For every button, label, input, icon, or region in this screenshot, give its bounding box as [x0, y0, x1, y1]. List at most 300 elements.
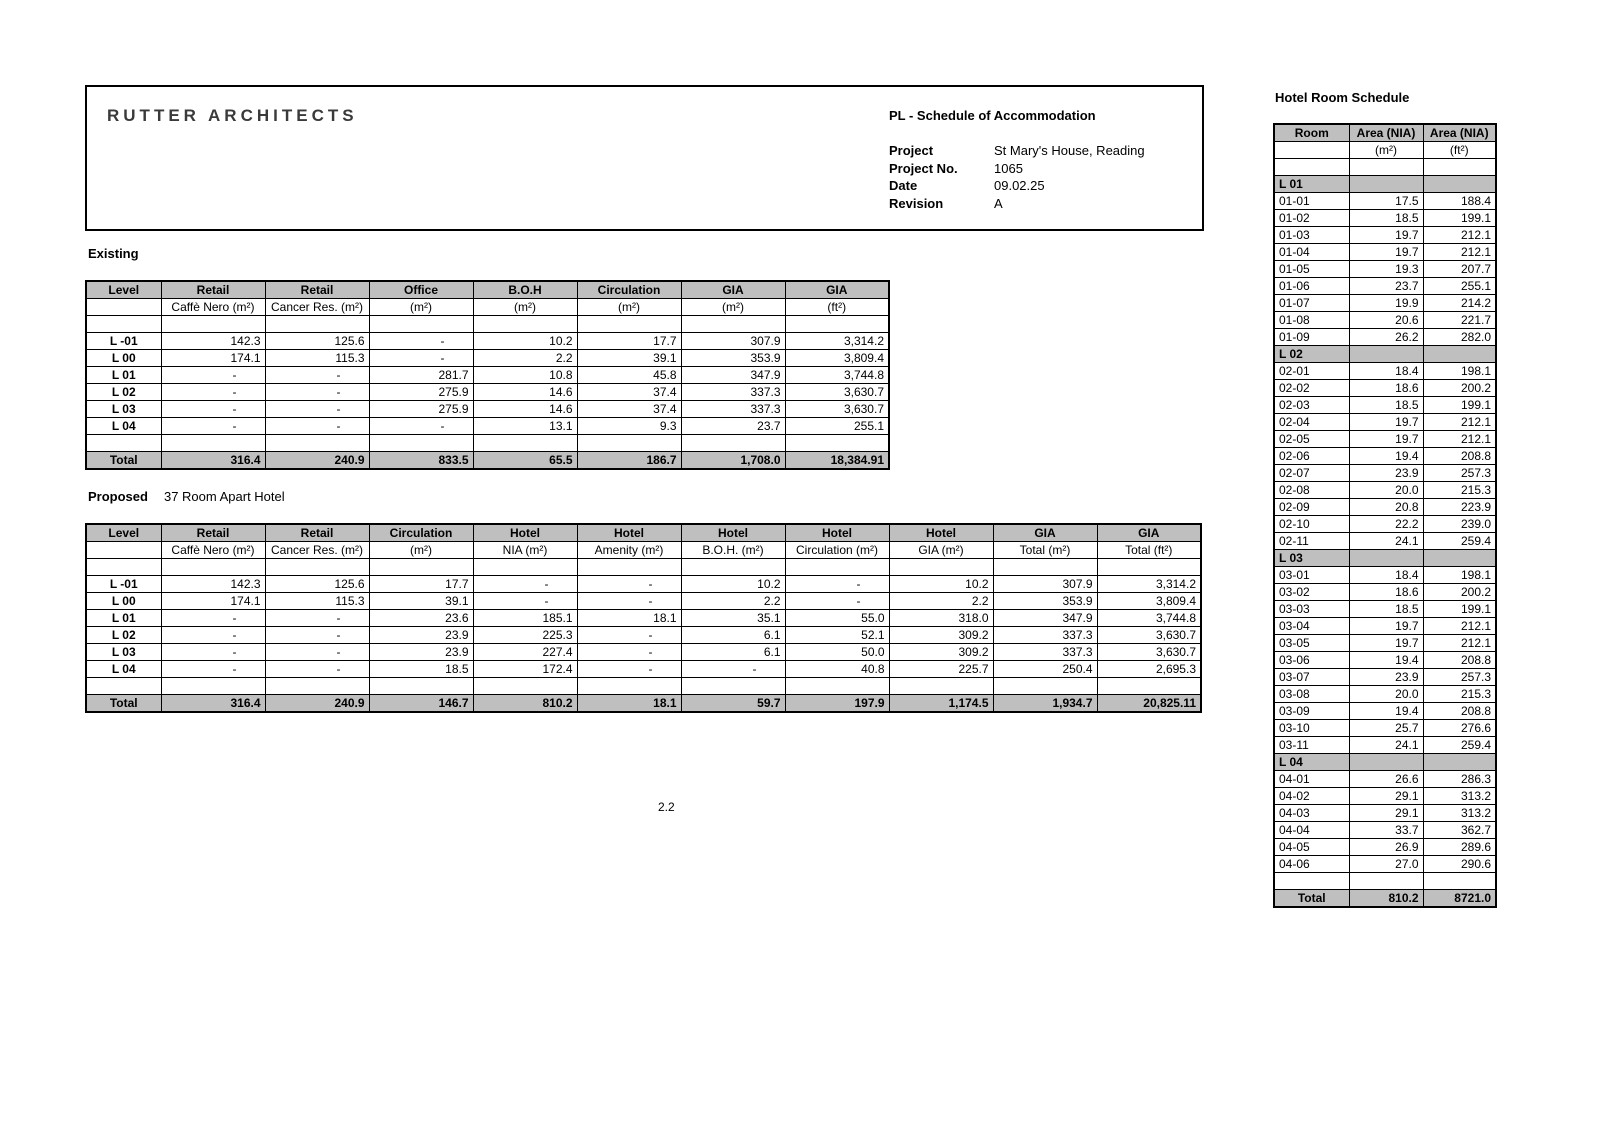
area-ft2-cell: 221.7: [1423, 312, 1496, 329]
cell: [681, 678, 785, 695]
level-cell: L 02: [86, 384, 161, 401]
data-row: [86, 576, 1201, 593]
value-cell: 3,630.7: [785, 384, 889, 401]
cell: [369, 435, 473, 452]
area-m2-cell: 19.7: [1349, 635, 1423, 652]
area-m2-cell: 19.4: [1349, 703, 1423, 720]
value-cell: 6.1: [681, 627, 785, 644]
room-row: [1274, 227, 1496, 244]
cell: [1349, 176, 1423, 193]
area-ft2-cell: 188.4: [1423, 193, 1496, 210]
value-cell: 3,809.4: [785, 350, 889, 367]
subheader-cell: Total (ft²): [1097, 542, 1201, 559]
cell: [86, 316, 161, 333]
total-value-cell: 146.7: [369, 695, 473, 713]
room-row: [1274, 431, 1496, 448]
area-ft2-cell: 290.6: [1423, 856, 1496, 873]
area-ft2-cell: 223.9: [1423, 499, 1496, 516]
area-m2-cell: 29.1: [1349, 805, 1423, 822]
header-cell: Hotel: [577, 524, 681, 542]
room-id-cell: 02-02: [1274, 380, 1349, 397]
room-row: [1274, 669, 1496, 686]
value-cell: 337.3: [681, 401, 785, 418]
room-id-cell: 03-04: [1274, 618, 1349, 635]
value-cell: 281.7: [369, 367, 473, 384]
header-cell: Hotel: [473, 524, 577, 542]
room-id-cell: 03-02: [1274, 584, 1349, 601]
area-ft2-cell: 200.2: [1423, 380, 1496, 397]
room-id-cell: 03-09: [1274, 703, 1349, 720]
area-ft2-cell: 239.0: [1423, 516, 1496, 533]
room-row: [1274, 686, 1496, 703]
value-cell: 3,314.2: [1097, 576, 1201, 593]
value-cell: 3,630.7: [1097, 644, 1201, 661]
header-cell: Hotel: [785, 524, 889, 542]
area-ft2-cell: 362.7: [1423, 822, 1496, 839]
area-m2-cell: 18.4: [1349, 363, 1423, 380]
value-cell: 318.0: [889, 610, 993, 627]
value-cell: 10.8: [473, 367, 577, 384]
subheader-cell: (ft²): [1423, 142, 1496, 159]
value-cell: 14.6: [473, 384, 577, 401]
room-id-cell: 01-05: [1274, 261, 1349, 278]
cell: [161, 316, 265, 333]
header-cell: GIA: [785, 281, 889, 299]
level-cell: L 01: [86, 367, 161, 384]
value-cell: 337.3: [681, 384, 785, 401]
total-value-cell: 1,174.5: [889, 695, 993, 713]
value-cell: 225.3: [473, 627, 577, 644]
room-id-cell: 01-08: [1274, 312, 1349, 329]
value-cell: 39.1: [369, 593, 473, 610]
value-cell: 115.3: [265, 593, 369, 610]
area-m2-cell: 23.9: [1349, 465, 1423, 482]
header-cell: Circulation: [369, 524, 473, 542]
cell: [473, 316, 577, 333]
header-cell: Level: [86, 524, 161, 542]
subheader-cell: Cancer Res. (m²): [265, 299, 369, 316]
value-cell: 17.7: [369, 576, 473, 593]
total-value-cell: 833.5: [369, 452, 473, 470]
area-m2-cell: 26.2: [1349, 329, 1423, 346]
subheader-cell: Total (m²): [993, 542, 1097, 559]
meta-label: Date: [889, 178, 918, 194]
area-ft2-cell: 208.8: [1423, 448, 1496, 465]
area-ft2-cell: 257.3: [1423, 465, 1496, 482]
value-cell: 10.2: [889, 576, 993, 593]
value-cell: 45.8: [577, 367, 681, 384]
room-row: [1274, 839, 1496, 856]
room-id-cell: 04-04: [1274, 822, 1349, 839]
area-m2-cell: 17.5: [1349, 193, 1423, 210]
room-row: [1274, 788, 1496, 805]
area-m2-cell: 19.3: [1349, 261, 1423, 278]
value-cell: 125.6: [265, 333, 369, 350]
value-cell: 37.4: [577, 384, 681, 401]
meta-row: [889, 177, 1145, 195]
total-label-cell: Total: [1274, 890, 1349, 908]
room-id-cell: 01-07: [1274, 295, 1349, 312]
value-cell: 275.9: [369, 401, 473, 418]
area-m2-cell: 19.7: [1349, 227, 1423, 244]
room-id-cell: 03-03: [1274, 601, 1349, 618]
room-row: [1274, 601, 1496, 618]
value-cell: -: [161, 644, 265, 661]
value-cell: 3,630.7: [1097, 627, 1201, 644]
header-cell: Hotel: [681, 524, 785, 542]
value-cell: 3,630.7: [785, 401, 889, 418]
value-cell: -: [161, 610, 265, 627]
room-id-cell: 01-06: [1274, 278, 1349, 295]
cell: [785, 316, 889, 333]
header-cell: Room: [1274, 124, 1349, 142]
value-cell: 142.3: [161, 576, 265, 593]
area-m2-cell: 19.9: [1349, 295, 1423, 312]
data-row: [86, 593, 1201, 610]
room-row: [1274, 278, 1496, 295]
level-label-cell: L 04: [1274, 754, 1349, 771]
area-ft2-cell: 212.1: [1423, 431, 1496, 448]
subheader-cell: (m²): [369, 542, 473, 559]
subheader-cell: Circulation (m²): [785, 542, 889, 559]
value-cell: 225.7: [889, 661, 993, 678]
header-cell: GIA: [1097, 524, 1201, 542]
value-cell: -: [369, 418, 473, 435]
value-cell: -: [265, 627, 369, 644]
value-cell: 307.9: [993, 576, 1097, 593]
area-m2-cell: 26.9: [1349, 839, 1423, 856]
value-cell: -: [369, 350, 473, 367]
spacer-row: [86, 559, 1201, 576]
total-label-cell: Total: [86, 695, 161, 713]
value-cell: 255.1: [785, 418, 889, 435]
area-ft2-cell: 198.1: [1423, 363, 1496, 380]
cell: [265, 678, 369, 695]
cell: [161, 559, 265, 576]
data-row: [86, 644, 1201, 661]
existing-section-label: Existing: [88, 246, 139, 261]
value-cell: 23.7: [681, 418, 785, 435]
area-ft2-cell: 214.2: [1423, 295, 1496, 312]
room-row: [1274, 312, 1496, 329]
room-row: [1274, 737, 1496, 754]
area-ft2-cell: 212.1: [1423, 618, 1496, 635]
room-row: [1274, 380, 1496, 397]
total-value-cell: 240.9: [265, 695, 369, 713]
value-cell: -: [161, 418, 265, 435]
subheader-cell: Amenity (m²): [577, 542, 681, 559]
level-label-cell: L 03: [1274, 550, 1349, 567]
area-m2-cell: 18.4: [1349, 567, 1423, 584]
room-row: [1274, 533, 1496, 550]
area-ft2-cell: 313.2: [1423, 788, 1496, 805]
level-header-row: [1274, 346, 1496, 363]
proposed-subtitle: 37 Room Apart Hotel: [163, 489, 285, 504]
value-cell: 174.1: [161, 593, 265, 610]
room-row: [1274, 329, 1496, 346]
value-cell: 37.4: [577, 401, 681, 418]
proposed-section-label: [88, 489, 285, 504]
value-cell: -: [577, 593, 681, 610]
area-ft2-cell: 207.7: [1423, 261, 1496, 278]
value-cell: 250.4: [993, 661, 1097, 678]
room-id-cell: 04-06: [1274, 856, 1349, 873]
value-cell: 309.2: [889, 644, 993, 661]
value-cell: 18.5: [369, 661, 473, 678]
area-m2-cell: 20.6: [1349, 312, 1423, 329]
level-cell: L -01: [86, 333, 161, 350]
cell: [1349, 873, 1423, 890]
area-ft2-cell: 212.1: [1423, 414, 1496, 431]
value-cell: 174.1: [161, 350, 265, 367]
subheader-cell: (m²): [473, 299, 577, 316]
value-cell: -: [161, 661, 265, 678]
value-cell: 9.3: [577, 418, 681, 435]
value-cell: 347.9: [993, 610, 1097, 627]
room-row: [1274, 261, 1496, 278]
value-cell: 275.9: [369, 384, 473, 401]
subheader-cell: [86, 299, 161, 316]
hotel-room-schedule-table: [1273, 123, 1497, 908]
level-cell: L 03: [86, 644, 161, 661]
value-cell: 23.9: [369, 644, 473, 661]
meta-value: 09.02.25: [994, 178, 1045, 194]
level-cell: L -01: [86, 576, 161, 593]
value-cell: 2.2: [889, 593, 993, 610]
total-value-cell: 186.7: [577, 452, 681, 470]
value-cell: 115.3: [265, 350, 369, 367]
value-cell: 23.9: [369, 627, 473, 644]
subheader-row: [86, 299, 889, 316]
value-cell: 10.2: [681, 576, 785, 593]
total-value-cell: 810.2: [473, 695, 577, 713]
value-cell: -: [161, 367, 265, 384]
area-ft2-cell: 215.3: [1423, 686, 1496, 703]
room-id-cell: 04-02: [1274, 788, 1349, 805]
room-schedule-title: Hotel Room Schedule: [1275, 90, 1410, 105]
area-m2-cell: 18.6: [1349, 584, 1423, 601]
area-ft2-cell: 255.1: [1423, 278, 1496, 295]
value-cell: 125.6: [265, 576, 369, 593]
meta-row: [889, 195, 1145, 213]
spacer-row: [86, 435, 889, 452]
cell: [265, 559, 369, 576]
area-ft2-cell: 257.3: [1423, 669, 1496, 686]
room-row: [1274, 703, 1496, 720]
value-cell: 227.4: [473, 644, 577, 661]
value-cell: 18.1: [577, 610, 681, 627]
cell: [785, 435, 889, 452]
cell: [889, 678, 993, 695]
room-id-cell: 03-11: [1274, 737, 1349, 754]
area-m2-cell: 18.5: [1349, 210, 1423, 227]
cell: [785, 678, 889, 695]
value-cell: -: [577, 627, 681, 644]
data-row: [86, 610, 1201, 627]
cell: [473, 559, 577, 576]
subheader-cell: (m²): [1349, 142, 1423, 159]
value-cell: -: [577, 576, 681, 593]
area-ft2-cell: 286.3: [1423, 771, 1496, 788]
room-row: [1274, 244, 1496, 261]
value-cell: 2.2: [681, 593, 785, 610]
value-cell: 52.1: [785, 627, 889, 644]
room-id-cell: 03-01: [1274, 567, 1349, 584]
value-cell: 142.3: [161, 333, 265, 350]
value-cell: 50.0: [785, 644, 889, 661]
value-cell: -: [161, 627, 265, 644]
value-cell: -: [265, 661, 369, 678]
cell: [1423, 176, 1496, 193]
value-cell: 353.9: [681, 350, 785, 367]
value-cell: 337.3: [993, 644, 1097, 661]
value-cell: 3,314.2: [785, 333, 889, 350]
cell: [681, 435, 785, 452]
cell: [86, 559, 161, 576]
level-header-row: [1274, 754, 1496, 771]
value-cell: 2.2: [473, 350, 577, 367]
total-value-cell: 18,384.91: [785, 452, 889, 470]
room-id-cell: 01-04: [1274, 244, 1349, 261]
spacer-row: [1274, 159, 1496, 176]
area-ft2-cell: 215.3: [1423, 482, 1496, 499]
value-cell: 3,809.4: [1097, 593, 1201, 610]
room-id-cell: 04-03: [1274, 805, 1349, 822]
header-cell: GIA: [681, 281, 785, 299]
header-cell: B.O.H: [473, 281, 577, 299]
value-cell: -: [369, 333, 473, 350]
value-cell: 40.8: [785, 661, 889, 678]
room-row: [1274, 584, 1496, 601]
meta-value: 1065: [994, 160, 1023, 176]
level-cell: L 01: [86, 610, 161, 627]
data-row: [86, 627, 1201, 644]
room-row: [1274, 465, 1496, 482]
level-cell: L 02: [86, 627, 161, 644]
existing-table: [85, 280, 890, 470]
value-cell: -: [265, 367, 369, 384]
area-ft2-cell: 276.6: [1423, 720, 1496, 737]
value-cell: 10.2: [473, 333, 577, 350]
cell: [1097, 559, 1201, 576]
meta-value: A: [994, 195, 1003, 211]
cell: [1274, 873, 1349, 890]
subheader-cell: Caffè Nero (m²): [161, 299, 265, 316]
room-row: [1274, 193, 1496, 210]
area-m2-cell: 19.7: [1349, 431, 1423, 448]
value-cell: -: [577, 644, 681, 661]
total-value-cell: 20,825.11: [1097, 695, 1201, 713]
cell: [681, 316, 785, 333]
level-label-cell: L 01: [1274, 176, 1349, 193]
room-row: [1274, 210, 1496, 227]
level-header-row: [1274, 550, 1496, 567]
cell: [785, 559, 889, 576]
value-cell: -: [161, 401, 265, 418]
value-cell: -: [785, 576, 889, 593]
value-cell: -: [265, 418, 369, 435]
area-m2-cell: 18.5: [1349, 601, 1423, 618]
level-cell: L 04: [86, 418, 161, 435]
room-id-cell: 01-01: [1274, 193, 1349, 210]
value-cell: -: [265, 644, 369, 661]
room-row: [1274, 516, 1496, 533]
stray-cell-value: 2.2: [658, 800, 675, 814]
value-cell: 35.1: [681, 610, 785, 627]
level-header-row: [1274, 176, 1496, 193]
cell: [86, 435, 161, 452]
room-row: [1274, 618, 1496, 635]
area-m2-cell: 18.6: [1349, 380, 1423, 397]
subheader-cell: (ft²): [785, 299, 889, 316]
level-cell: L 03: [86, 401, 161, 418]
cell: [1423, 159, 1496, 176]
cell: [681, 559, 785, 576]
room-row: [1274, 720, 1496, 737]
total-value-cell: 65.5: [473, 452, 577, 470]
value-cell: 353.9: [993, 593, 1097, 610]
meta-label: Project: [889, 143, 934, 159]
room-id-cell: 02-11: [1274, 533, 1349, 550]
cell: [265, 435, 369, 452]
room-row: [1274, 567, 1496, 584]
header-cell: Area (NIA): [1349, 124, 1423, 142]
cell: [369, 678, 473, 695]
area-m2-cell: 20.0: [1349, 482, 1423, 499]
value-cell: 6.1: [681, 644, 785, 661]
value-cell: 23.6: [369, 610, 473, 627]
area-ft2-cell: 212.1: [1423, 227, 1496, 244]
cell: [1423, 550, 1496, 567]
area-m2-cell: 20.0: [1349, 686, 1423, 703]
value-cell: -: [265, 610, 369, 627]
area-ft2-cell: 199.1: [1423, 210, 1496, 227]
header-cell: Retail: [161, 524, 265, 542]
room-row: [1274, 448, 1496, 465]
cell: [577, 435, 681, 452]
value-cell: 14.6: [473, 401, 577, 418]
subheader-cell: GIA (m²): [889, 542, 993, 559]
area-ft2-cell: 208.8: [1423, 703, 1496, 720]
room-row: [1274, 771, 1496, 788]
area-ft2-cell: 282.0: [1423, 329, 1496, 346]
area-m2-cell: 19.7: [1349, 244, 1423, 261]
value-cell: 337.3: [993, 627, 1097, 644]
area-m2-cell: 29.1: [1349, 788, 1423, 805]
room-id-cell: 02-09: [1274, 499, 1349, 516]
value-cell: -: [265, 384, 369, 401]
proposed-table: [85, 523, 1202, 713]
total-value-cell: 1,708.0: [681, 452, 785, 470]
room-id-cell: 04-05: [1274, 839, 1349, 856]
area-ft2-cell: 259.4: [1423, 737, 1496, 754]
room-id-cell: 03-10: [1274, 720, 1349, 737]
subheader-cell: B.O.H. (m²): [681, 542, 785, 559]
cell: [473, 435, 577, 452]
room-row: [1274, 499, 1496, 516]
value-cell: -: [577, 661, 681, 678]
cell: [1274, 159, 1349, 176]
total-value-cell: 810.2: [1349, 890, 1423, 908]
cell: [577, 678, 681, 695]
value-cell: 17.7: [577, 333, 681, 350]
subheader-cell: NIA (m²): [473, 542, 577, 559]
project-meta: [889, 142, 1145, 212]
area-m2-cell: 19.7: [1349, 414, 1423, 431]
room-row: [1274, 414, 1496, 431]
subheader-row: [1274, 142, 1496, 159]
room-id-cell: 02-03: [1274, 397, 1349, 414]
